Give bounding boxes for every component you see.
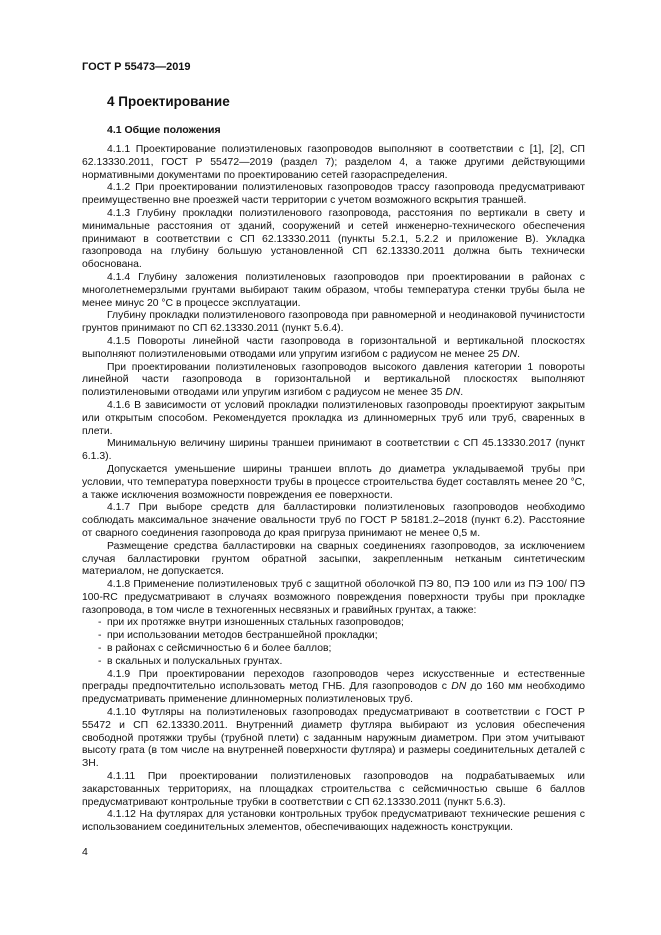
bullet-dash: - — [98, 630, 102, 642]
paragraph-end: . — [460, 387, 464, 399]
dn-symbol: DN — [445, 387, 461, 399]
paragraph-4-1-1: 4.1.1 Проектирование полиэтиленовых газопроводов выполняют в соответствии с [1], [2], СП 62.13330.2011, ГОСТ Р 55472—2019 (раздел 7); разделом 4, а также другими действующими нормативными документами по проектированию сетей газораспределения. — [82, 144, 585, 181]
list-item-text: при их протяжке внутри изношенных стальных газопроводов; — [107, 617, 404, 629]
list-item — [82, 617, 585, 630]
paragraph-4-1-6-cont: Минимальную величину ширины траншеи принимают в соответствии с СП 45.13330.2017 (пункт 6.1.3). — [82, 438, 585, 463]
dn-symbol: DN — [451, 681, 467, 693]
list-item — [82, 630, 585, 643]
bullet-dash: - — [98, 617, 102, 629]
list-item-text: при использовании методов бестраншейной прокладки; — [107, 630, 378, 642]
bullet-list — [82, 617, 585, 668]
document-header: ГОСТ Р 55473—2019 — [82, 61, 191, 73]
paragraph-4-1-11: 4.1.11 При проектировании полиэтиленовых газопроводов на подрабатываемых или закарстованных территориях, на площадках строительства с сейсмичностью свыше 6 баллов предусматривают контрольные трубки в соответствии с СП 62.13330.2011 (пункт 5.6.3). — [82, 771, 585, 808]
paragraph-text: 4.1.5 Повороты линейной части газопровода в горизонтальной и вертикальной плоскостях выполняют полиэтиленовыми отводами или упругим изгибом с радиусом не менее 25 — [82, 335, 585, 360]
dn-symbol: DN — [502, 348, 518, 360]
paragraph-4-1-4-cont: Глубину прокладки полиэтиленового газопровода при равномерной и неодинаковой пучинистости грунтов принимают по СП 62.13330.2011 (пункт 5.6.4). — [82, 310, 585, 335]
paragraph-4-1-8: 4.1.8 Применение полиэтиленовых труб с защитной оболочкой ПЭ 80, ПЭ 100 или из ПЭ 100/ ПЭ 100-RC предусматривают в случаях возможного повреждения поверхности трубы при прокладке газопровода, в том числе в техногенных несвязных и гравийных грунтах, а также: — [82, 579, 585, 616]
paragraph-4-1-9 — [82, 669, 585, 707]
paragraph-text: При проектировании полиэтиленовых газопроводов высокого давления категории 1 повороты линейной части газопровода в горизонтальной и вертикальной плоскостях выполняют полиэтиленовыми отводами или упругим изгибом с радиусом не менее 35 — [82, 361, 585, 399]
list-item — [82, 643, 585, 656]
paragraph-4-1-7-cont: Размещение средства балластировки на сварных соединениях газопроводов, за исключением случая балластировки грунтом обратной засыпки, закрепленным нетканым синтетическим материалом, не допускается. — [82, 540, 585, 578]
list-item-text: в скальных и полускальных грунтах. — [107, 655, 283, 667]
subsection-title: 4.1 Общие положения — [107, 124, 221, 136]
section-title: 4 Проектирование — [107, 94, 230, 109]
paragraph-4-1-4: 4.1.4 Глубину заложения полиэтиленовых газопроводов при проектировании в районах с многолетнемерзлыми грунтами выбирают таким образом, чтобы температура стенки трубы была не менее минус 20 °С в процессе эксплуатации. — [82, 271, 585, 309]
paragraph-4-1-6: 4.1.6 В зависимости от условий прокладки полиэтиленовых газопроводы проектируют закрытым или открытым способом. Рекомендуется прокладка из длинномерных труб или труб, сваренных в плети. — [82, 399, 585, 437]
paragraph-4-1-10: 4.1.10 Футляры на полиэтиленовых газопроводах предусматривают в соответствии с ГОСТ Р 55472 и СП 62.13330.2011. Внутренний диаметр футляра выбирают из условия обеспечения свободной протяжки трубы (трубной плети) с заданным наружным диаметром. При этом учитывают высоту грата (в том числе на внутренней поверхности футляра) и размеры соединительных деталей с ЗН. — [82, 707, 585, 770]
paragraph-text: 4.1.9 При проектировании переходов газопроводов через искусственные и естественные преграды предпочтительно использовать метод ГНБ. Для газопроводов с — [82, 668, 585, 693]
paragraph-end: до 160 мм необходимо предусматривать применение длинномерных полиэтиленовых труб. — [82, 681, 585, 706]
bullet-dash: - — [98, 655, 102, 667]
paragraph-end: . — [517, 348, 520, 360]
list-item-text: в районах с сейсмичностью 6 и более баллов; — [107, 643, 332, 655]
paragraph-4-1-12: 4.1.12 На футлярах для установки контрольных трубок предусматривают технические решения с использованием соединительных элементов, обеспечивающих надежность конструкции. — [82, 809, 585, 834]
paragraph-4-1-2: 4.1.2 При проектировании полиэтиленовых газопроводов трассу газопровода предусматривают преимущественно вне проезжей части территории с учетом возможного вскрытия траншей. — [82, 182, 585, 207]
paragraph-4-1-7: 4.1.7 При выборе средств для балластировки полиэтиленовых газопроводов необходимо соблюдать максимальное значение овальности труб по ГОСТ Р 58181.2–2018 (пункт 6.2). Расстояние от сварного соединения газопровода до края пригруза принимают не менее 0,5 м. — [82, 502, 585, 539]
paragraph-4-1-3: 4.1.3 Глубину прокладки полиэтиленового газопровода, расстояния по вертикали в свету и минимальные расстояния от зданий, сооружений и сетей инженерно-технического обеспечения принимают в соответствии с СП 62.13330.2011 (пункты 5.2.1, 5.2.2 и приложение В). Укладка газопровода на глубину большую установленной СП 62.13330.2011 должна быть технически обоснована. — [82, 207, 585, 271]
page-number: 4 — [82, 846, 88, 858]
paragraph-4-1-6-cont2: Допускается уменьшение ширины траншеи вплоть до диаметра укладываемой трубы при условии, что температура поверхности трубы в процессе строительства будет составлять менее 20 °С, а также исключения возможности повреждения ее поверхности. — [82, 463, 585, 501]
body-text — [82, 144, 585, 835]
bullet-dash: - — [98, 643, 102, 655]
paragraph-4-1-5-cont — [82, 362, 585, 400]
paragraph-4-1-5 — [82, 336, 585, 362]
list-item — [82, 656, 585, 669]
